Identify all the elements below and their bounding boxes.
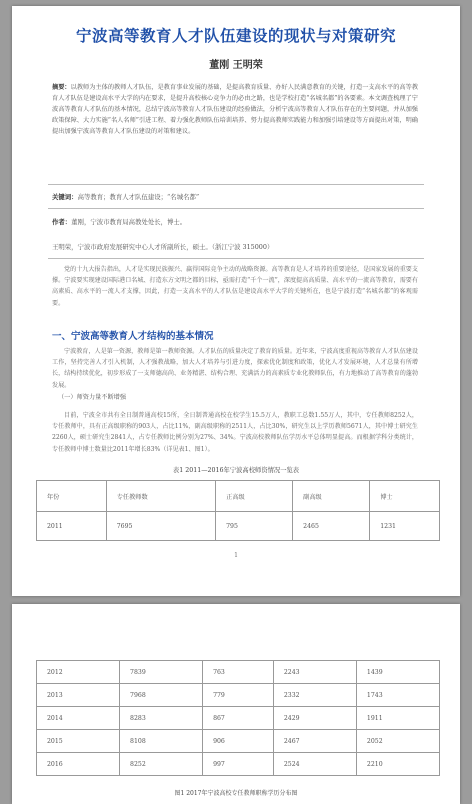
table-cell: 1911: [356, 707, 439, 730]
table-cell: 1439: [356, 661, 439, 684]
keywords-label: 关键词：: [52, 193, 78, 201]
table-cell: 997: [203, 753, 274, 776]
author-info-label: 作者：: [52, 218, 72, 226]
author-info: [52, 217, 418, 226]
table-cell: 2016: [37, 753, 120, 776]
table-cell: 2013: [37, 684, 120, 707]
table-cell: 1231: [370, 512, 440, 541]
keywords: [52, 192, 418, 201]
section-paragraph: 宁波教育，人是第一资源，教师是第一教师资源。人才队伍的质量决定了教育的质量。近年来，宁波高度重视高等教育人才队伍建设工作，坚持完善人才引入机制，人才强教战略，加大人才培养与引进力度，探索优化制度和政策，优化人才发展环境，人才总量有所增长，结构持续优化，初步形成了一支师德高尚、业务精湛、结构合理、充满活力的高素质专业化教师队伍，有力地推动了高等教育的蓬勃发展。: [52, 348, 418, 389]
table-cell: 779: [203, 684, 274, 707]
table-cell: 2012: [37, 661, 120, 684]
table-cell: 795: [216, 512, 293, 541]
divider: [48, 258, 424, 259]
abstract-text: 以教师为主体的教师人才队伍，是教育事业发展的基础，是提高教育质量、办好人民满意教育的关键，打造一支高水平的高等教育人才队伍是建设高水平大学的内在要求，是提升高校核心竞争力的必由之路，也是学校打造“名城名都”的各要素。本文调查梳理了宁波高等教育人才队伍的基本情况，总结宁波高等教育人才队伍建设的经验做法，分析宁波高等教育人才队伍存在的主要问题，并从加强政策保障、大力实施“名人名师”引进工程、着力强化教师队伍培训培养、努力提高教师实践能力和加强引培建设等方面提出对策，明确提出加强宁波高等教育人才队伍建设的对策和建议。: [52, 84, 419, 135]
table-cell: 2467: [273, 730, 356, 753]
table-cell: 763: [203, 661, 274, 684]
paper-authors: 董刚 王明荣: [209, 60, 263, 71]
subsection-heading: （一）师资力量不断增强: [58, 394, 127, 401]
table-cell: 867: [203, 707, 274, 730]
table-caption: 表1 2011—2016年宁波高校师资情况一览表: [172, 467, 300, 474]
subsection-paragraph: 目前，宁波全市共有全日制普通高校15所，全日制普通高校在校学生15.5万人，教职工总数1.55万人，其中，专任教师8252人，专任教师中，具有正高级职称的903人，占比11%，副高级职称的2511人，占比30%，研究生以上学历教师5671人，其中博士研究生2260人，硕士研究生2841人，占专任教师比例分别为27%、34%。宁波高校教师队伍学历水平总体明显提高。而根据学科分类统计，专任教师中博士数量比2011年增长83%（详见表1、图1）。: [52, 412, 418, 453]
table-cell: 8252: [120, 753, 203, 776]
table-cell: 2243: [273, 661, 356, 684]
author-info-text: 董刚，宁波市教育局高教处处长，博士。: [71, 218, 187, 226]
document-page-2: [12, 604, 460, 804]
table-header-row: [37, 481, 440, 512]
abstract-label: 摘要：: [52, 84, 71, 91]
table-cell: 7695: [106, 512, 215, 541]
table-row: [37, 661, 440, 684]
table-cell: 2524: [273, 753, 356, 776]
paper-title: 宁波高等教育人才队伍建设的现状与对策研究: [75, 26, 396, 45]
table-row: [37, 684, 440, 707]
table-row: [37, 707, 440, 730]
document-page-1: [12, 6, 460, 596]
table-cell: 7839: [120, 661, 203, 684]
table-cell: 8108: [120, 730, 203, 753]
table-cell: 2011: [37, 512, 107, 541]
table-row: [37, 753, 440, 776]
table-row: [37, 512, 440, 541]
author-info-second: 王明荣，宁波市政府发展研究中心人才所副所长，硕士。（浙江宁波 315000）: [52, 243, 274, 251]
table-cell: 2052: [356, 730, 439, 753]
faculty-table-continued: [36, 660, 440, 776]
keywords-text: 高等教育；教育人才队伍建设；“名城名都”: [77, 193, 200, 201]
table-cell: 1743: [356, 684, 439, 707]
table-cell: 2332: [273, 684, 356, 707]
faculty-table: [36, 480, 440, 541]
header-cell: 正高级: [216, 481, 293, 512]
table-cell: 8283: [120, 707, 203, 730]
page-number: 1: [234, 552, 238, 559]
table-cell: 906: [203, 730, 274, 753]
intro-paragraph: 党的十九大报告指出，人才是实现民族振兴、赢得国际竞争主动的战略资源。高等教育是人才培养的重要途径，是国家发展的重要支撑。宁波要实现建设国际港口名城、打造东方文明之都的目标，亟需打造“千个一流”，深度提高高质量、高水平的一流高等教育，需要有高素质、高水平的一流人才支撑，因此，打造一支高水平的人才队伍是建设高水平大学的关键所在，也是宁波打造“名城名都”的客观需要。: [52, 266, 418, 307]
abstract: [52, 82, 418, 137]
divider: [48, 184, 424, 185]
table-cell: 2429: [273, 707, 356, 730]
header-cell: 专任教师数: [106, 481, 215, 512]
header-cell: 博士: [370, 481, 440, 512]
table-cell: 2210: [356, 753, 439, 776]
figure-caption: 图1 2017年宁波高校专任教师职称学历分布图: [174, 790, 298, 797]
divider: [48, 208, 424, 209]
table-cell: 2465: [293, 512, 370, 541]
table-row: [37, 730, 440, 753]
section-heading: 一、宁波高等教育人才结构的基本情况: [52, 331, 214, 342]
table-cell: 7968: [120, 684, 203, 707]
header-cell: 年份: [37, 481, 107, 512]
table-cell: 2015: [37, 730, 120, 753]
table-cell: 2014: [37, 707, 120, 730]
header-cell: 副高级: [293, 481, 370, 512]
